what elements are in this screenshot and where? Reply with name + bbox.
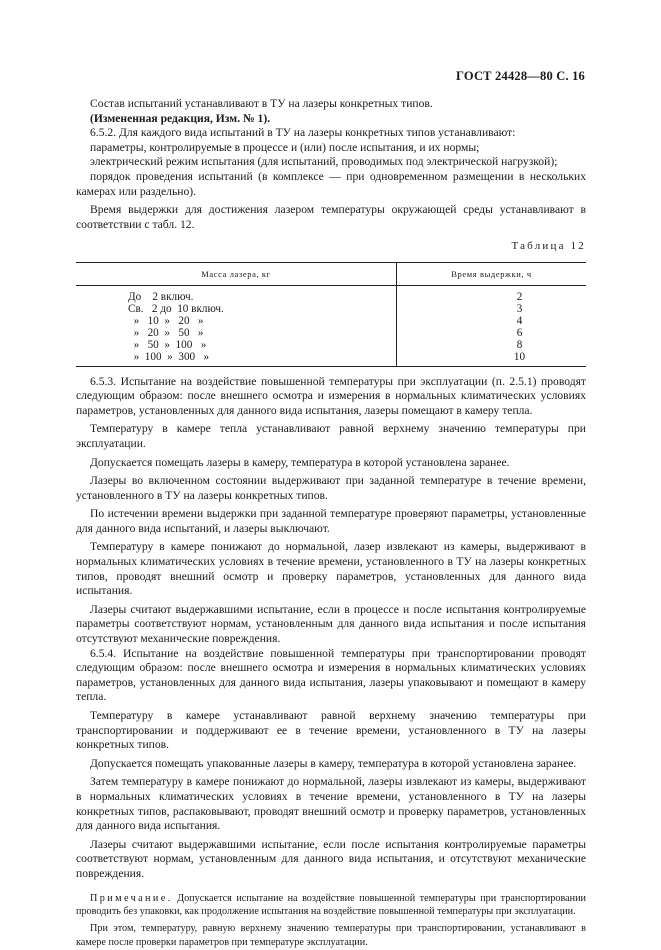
paragraph: электрический режим испытания (для испытаний, проводимых под электрической нагрузкой); <box>90 155 558 169</box>
table-cell-mass: До 2 включ. <box>76 285 397 303</box>
table-cell-time: 10 <box>513 350 526 363</box>
table-cell-mass: » 100 » 300 » <box>76 351 397 366</box>
table-cell-time: 2 <box>516 290 523 303</box>
paragraph: Температуру в камере понижают до нормальной, лазер извлекают из камеры, выдерживают в нормальных климатических условиях в течение времени, установленного в ТУ на лазеры конкретных типов, проводят внешний осмотр и проверку параметров, установленных для данного вида испытания. <box>76 540 586 598</box>
table-cell-mass: » 50 » 100 » <box>76 339 397 351</box>
note-text: Допускается испытание на воздействие повышенной температуры при транспортировании проводить без упаковки, как продолжение испытания на воздействие повышенной температуры при эксплуатации. <box>76 892 586 918</box>
paragraph: Температуру в камере устанавливают равной верхнему значению температуры при транспортировании и поддерживают ее в течение времени, установленного в ТУ на лазеры конкретных типов. <box>76 709 586 752</box>
amendment-note: (Измененная редакция, Изм. № 1). <box>90 111 271 125</box>
table-row <box>76 315 586 327</box>
paragraph: Лазеры считают выдержавшими испытание, если после испытания контролируемые параметры соответствуют нормам, установленным для данного вида испытания, и отсутствуют механические повреждения. <box>76 837 586 880</box>
paragraph: Допускается помещать лазеры в камеру, температура в которой установлена заранее. <box>90 455 510 469</box>
paragraph: 6.5.2. Для каждого вида испытаний в ТУ на лазеры конкретных типов устанавливают: <box>90 126 516 140</box>
table-caption: Таблица 12 <box>511 240 586 253</box>
paragraph: 6.5.3. Испытание на воздействие повышенной температуры при эксплуатации (п. 2.5.1) проводят следующим образом: после внешнего осмотра и измерения в нормальных климатических условиях параметров, установленных для данного вида испытания, лазеры помещают в камеру тепла. <box>76 374 586 417</box>
table-row <box>76 285 586 303</box>
page-header: ГОСТ 24428—80 С. 16 <box>456 69 585 83</box>
paragraph: Температуру в камере тепла устанавливают равной верхнему значению температуры при эксплуатации. <box>76 422 586 450</box>
note-text: При этом, температуру, равную верхнему значению температуры при транспортировании, устанавливают в камере после проверки параметров при температуре эксплуатации. <box>76 923 586 948</box>
table-cell-time: 3 <box>516 302 523 315</box>
note-label: Примечание. <box>90 892 173 904</box>
table-12 <box>76 262 586 367</box>
paragraph: Состав испытаний устанавливают в ТУ на лазеры конкретных типов. <box>90 97 433 110</box>
table-row <box>76 351 586 366</box>
table-header-mass: Масса лазера, кг <box>76 262 397 285</box>
paragraph: параметры, контролируемые в процессе и (или) после испытания, и их нормы; <box>90 140 480 154</box>
paragraph: Допускается помещать упакованные лазеры в камеру, температура в которой установлена заранее. <box>90 756 577 770</box>
paragraph: Лазеры считают выдержавшими испытание, если в процессе и после испытания контролируемые параметры соответствуют нормам, установленным для данного вида испытания и после испытания отсутствуют механические повреждения. <box>76 602 586 646</box>
paragraph: Время выдержки для достижения лазером температуры окружающей среды устанавливают в соответствии с табл. 12. <box>76 203 586 231</box>
table-cell-time: 4 <box>516 314 523 327</box>
paragraph: порядок проведения испытаний (в комплексе — при одновременном размещении в нескольких камерах или раздельно). <box>76 169 586 198</box>
table-cell-mass: » 20 » 50 » <box>76 327 397 339</box>
note-block <box>76 892 586 950</box>
paragraph: 6.5.4. Испытание на воздействие повышенной температуры при транспортировании проводят следующим образом: после внешнего осмотра и измерения в нормальных климатических условиях параметров, установленных для данного вида испытания, лазеры упаковывают и помещают в камеру тепла. <box>76 646 586 704</box>
table-row <box>76 303 586 315</box>
table-cell-time: 8 <box>516 338 523 351</box>
table-cell-time: 6 <box>516 326 523 339</box>
page-content <box>76 97 586 950</box>
paragraph: Лазеры во включенном состоянии выдерживают при заданной температуре в течение времени, установленного в ТУ на лазеры конкретных типов. <box>76 474 586 502</box>
table-header-time: Время выдержки, ч <box>397 262 587 285</box>
table-row <box>76 327 586 339</box>
paragraph: Затем температуру в камере понижают до нормальной, лазеры извлекают из камеры, выдерживают в нормальных климатических условиях в течение времени, установленного в ТУ на лазеры конкретных типов, распаковывают, проводят внешний осмотр и проверку параметров, установленных для данного вида испытания. <box>76 775 586 833</box>
table-cell-mass: Св. 2 до 10 включ. <box>76 303 397 315</box>
table-cell-mass: » 10 » 20 » <box>76 315 397 327</box>
paragraph: По истечении времени выдержки при заданной температуре проверяют параметры, установленные для данного вида испытаний, и лазеры выключают. <box>76 507 586 535</box>
table-row <box>76 339 586 351</box>
